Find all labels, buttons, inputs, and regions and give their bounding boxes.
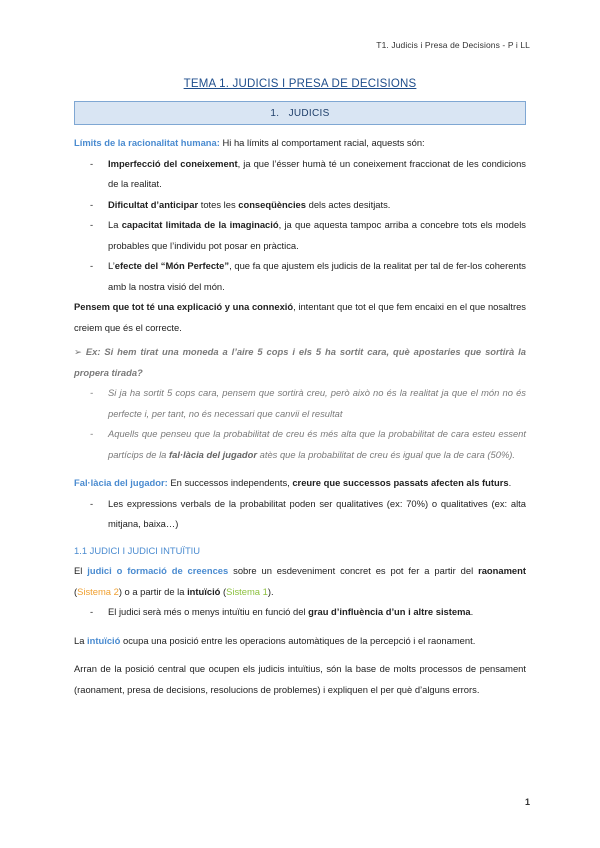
item-text: L’ bbox=[108, 260, 115, 271]
item-bold: Dificultat d’anticipar bbox=[108, 198, 199, 210]
section-heading-text: 1. JUDICIS bbox=[270, 107, 330, 119]
limits-list bbox=[74, 154, 526, 298]
item-text: totes les bbox=[198, 198, 239, 210]
judici-text: ). bbox=[267, 585, 274, 597]
item-text: La bbox=[108, 219, 122, 230]
item-bold: efecte del “Món Perfecte” bbox=[114, 260, 230, 271]
dash-marker: - bbox=[90, 497, 94, 509]
example-question bbox=[74, 342, 526, 383]
item-text: Aquells que penseu que la probabilitat de creu és més alta que la probabilitat de cara esteu essent partícips de la bbox=[108, 428, 526, 460]
pensem-paragraph bbox=[74, 297, 526, 338]
item-bold: fal·làcia del jugador bbox=[168, 448, 258, 460]
subsection-heading: 1.1 JUDICI I JUDICI INTUÏTIU bbox=[74, 544, 201, 556]
item-bold: conseqüències bbox=[238, 198, 306, 210]
item-text: Les expressions verbals de la probabilitat poden ser qualitatives (ex: 70%) o qualitatives (ex: alta mitjana, baixa…) bbox=[108, 497, 526, 529]
intuicio-highlight: intuïció bbox=[87, 634, 121, 646]
list-item bbox=[90, 602, 526, 623]
list-item bbox=[90, 424, 526, 465]
item-bold: Imperfecció del coneixement bbox=[108, 157, 238, 169]
example-text: Ex: Si hem tirat una moneda a l’aire 5 cops i els 5 ha sortit cara, què apostaries que sortirà la propera tirada? bbox=[74, 346, 526, 378]
judici-list bbox=[74, 602, 526, 623]
arrow-bullet-icon: ➢ bbox=[74, 346, 82, 357]
limits-paragraph bbox=[74, 133, 526, 154]
fallacy-list bbox=[74, 494, 526, 535]
example-list bbox=[74, 383, 526, 465]
judici-text: El bbox=[74, 565, 88, 576]
item-bold: capacitat limitada de la imaginació bbox=[121, 219, 279, 230]
item-text: atès que la probabilitat de creu és igual que la de cara (50%). bbox=[257, 448, 516, 460]
document-title: TEMA 1. JUDICIS I PRESA DE DECISIONS bbox=[183, 78, 417, 90]
system-2-label: Sistema 2 bbox=[77, 585, 119, 597]
intuicio-paragraph bbox=[74, 631, 526, 652]
dash-marker: - bbox=[90, 157, 94, 169]
item-text: dels actes desitjats. bbox=[306, 198, 391, 210]
item-text: El judici serà més o menys intuïtiu en funció del bbox=[108, 606, 309, 617]
list-item bbox=[90, 154, 526, 195]
item-bold: grau d’influència d’un i altre sistema bbox=[308, 606, 471, 617]
item-text: Si ja ha sortit 5 cops cara, pensem que sortirà creu, però això no és la realitat ja que el món no és perfecte i, per tant, no és necessari que canvii el resultat bbox=[108, 387, 526, 419]
intuicio-text: La bbox=[74, 634, 88, 646]
judici-highlight: judici o formació de creences bbox=[87, 565, 229, 576]
fallacy-paragraph bbox=[74, 473, 526, 494]
section-heading bbox=[74, 101, 526, 125]
item-text: . bbox=[470, 606, 474, 617]
dash-marker: - bbox=[90, 198, 94, 210]
pensem-text: , intentant que tot el que fem encaixi en el que nosaltres creiem que és el correcte. bbox=[74, 301, 526, 333]
dash-marker: - bbox=[90, 219, 94, 230]
list-item bbox=[90, 256, 526, 297]
pensem-bold: Pensem que tot té una explicació y una connexió bbox=[74, 301, 294, 312]
judici-bold: intuïció bbox=[187, 585, 221, 597]
judici-bold: raonament bbox=[478, 565, 526, 576]
item-text: , ja que aquesta tampoc arriba a concebre tots els models probables que l’individu pot posar en pràctica. bbox=[108, 219, 526, 251]
list-item bbox=[90, 215, 526, 256]
dash-marker: - bbox=[90, 260, 94, 271]
judici-text: ) o a partir de la bbox=[118, 585, 188, 597]
system-1-label: Sistema 1 bbox=[226, 585, 268, 597]
running-header: T1. Judicis i Presa de Decisions - P i LL bbox=[376, 40, 530, 50]
dash-marker: - bbox=[90, 606, 94, 617]
judici-text: sobre un esdeveniment concret es pot fer a partir del bbox=[228, 565, 479, 576]
fallacy-label: Fal·làcia del jugador: bbox=[74, 477, 168, 488]
item-text: , ja que l’ésser humà té un coneixement fraccionat de les condicions de la realitat. bbox=[108, 157, 526, 189]
page-number: 1 bbox=[524, 797, 530, 807]
judici-paragraph bbox=[74, 561, 526, 602]
limits-text: Hi ha límits al comportament racial, aquests són: bbox=[219, 137, 425, 148]
judici-text: ( bbox=[74, 585, 78, 597]
fallacy-end: . bbox=[508, 477, 512, 488]
limits-label: Límits de la racionalitat humana: bbox=[74, 137, 220, 148]
item-text: , que fa que ajustem els judicis de la realitat per tal de fer-los coherents amb la nostra visió del món. bbox=[108, 260, 526, 292]
dash-marker: - bbox=[90, 387, 94, 398]
dash-marker: - bbox=[90, 428, 94, 439]
fallacy-text: En successos independents, bbox=[167, 477, 293, 488]
arran-paragraph: Arran de la posició central que ocupen els judicis intuïtius, són la base de molts processos de pensament (raonament, presa de decisions, resolucions de problemes) i expliquen el per què d’alguns errors. bbox=[74, 663, 526, 695]
fallacy-bold: creure que successos passats afecten als futurs bbox=[292, 477, 509, 488]
judici-text: ( bbox=[220, 585, 227, 597]
list-item bbox=[90, 195, 526, 216]
document-body bbox=[74, 133, 526, 700]
list-item bbox=[90, 383, 526, 424]
list-item bbox=[90, 494, 526, 535]
intuicio-text: ocupa una posició entre les operacions automàtiques de la percepció i el raonament. bbox=[120, 634, 476, 646]
